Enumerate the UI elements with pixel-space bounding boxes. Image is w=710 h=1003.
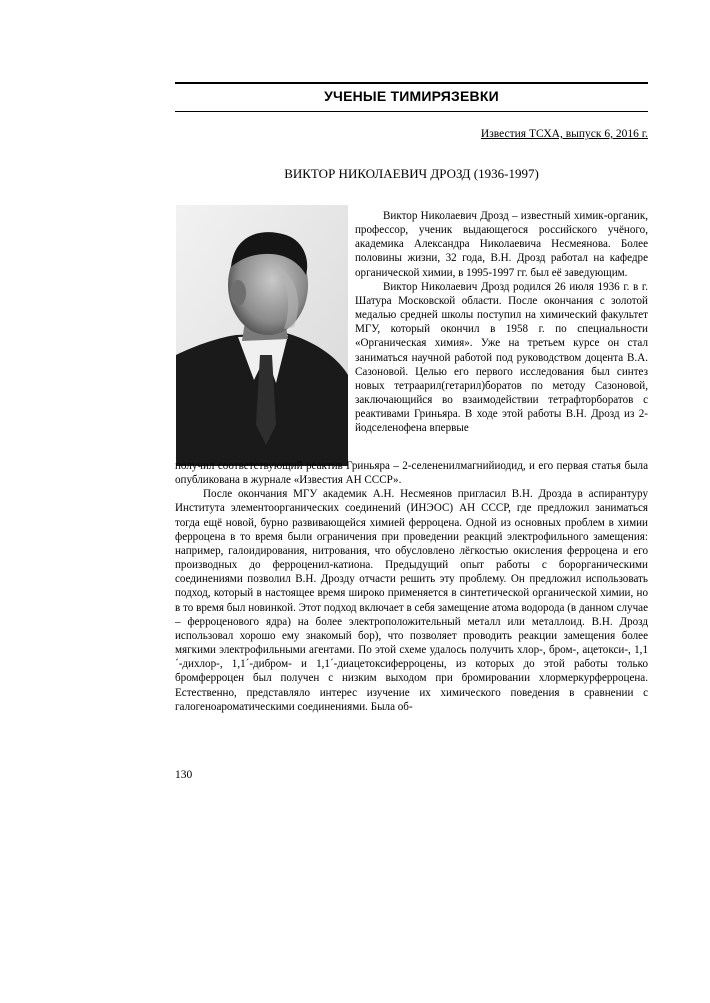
section-title: УЧЕНЫЕ ТИМИРЯЗЕВКИ: [324, 88, 499, 104]
portrait-photo: [176, 205, 348, 466]
portrait-image: [176, 205, 348, 466]
intro-text-wrapped: [355, 209, 648, 436]
paragraph-intro: Виктор Николаевич Дрозд – известный химик-органик, профессор, ученик выдающегося российского учёного, академика Александра Николаевича Несмеянова. Более половины жизни, 32 года, В.Н. Дрозд работал на кафедре органической химии, в 1995-1997 гг. был её заведующим.: [355, 210, 648, 279]
header-rule-bottom: [175, 111, 648, 112]
journal-reference: Известия ТСХА, выпуск 6, 2016 г.: [480, 128, 648, 140]
paragraph-biography: Виктор Николаевич Дрозд родился 26 июля 1936 г. в г. Шатура Московской области. После окончания с золотой медалью средней школы поступил на химический факультет МГУ, который окончил в 1958 г. по специальности «Органическая химия». Уже на третьем курсе он стал заниматься научной работой под руководством доцента В.А. Сазоновой. Целью его первого исследования был синтез новых тетраарил(гетарил)боратов по методу Сазоновой, заключающийся во взаимодействии тетрафторборатов с реактивами Гриньяра. В ходе этой работы В.Н. Дрозд из 2-йодселенофена впервые: [355, 280, 648, 435]
header-rule-top: [175, 82, 648, 84]
article-title: ВИКТОР НИКОЛАЕВИЧ ДРОЗД (1936-1997): [284, 166, 539, 181]
page-number: 130: [175, 769, 193, 781]
paragraph-continuation: получил соответствующий реактив Гриньяра – 2-селененилмагнийиодид, и его первая статья была опубликована в журнале «Известия АН СССР».: [175, 460, 648, 487]
paragraph-ferrocene: После окончания МГУ академик А.Н. Несмеянов пригласил В.Н. Дрозда в аспирантуру Института элементоорганических соединений (ИНЭОС) АН СССР, где предложил заниматься тогда ещё новой, бурно развивающейся химией ферроцена. Одной из основных проблем в химии ферроцена в то время были ограничения при проведении реакций электрофильного замещения: например, галоидирования, нитрования, что обусловлено лёгкостью окисления ферроцена и его производных до ферроценил-катиона. Предыдущий опыт работы с борорганическими соединениями позволил В.Н. Дрозду отчасти решить эту проблему. Он предложил использовать подход, который в настоящее время широко применяется в синтетической органической химии, но в то время был новинкой. Этот подход включает в себя замещение атома водорода (в данном случае – ферроценового ядра) на более электроположительный металл или металлоид. В.Н. Дрозд использовал хорошо ему знакомый бор), что позволяет проводить реакции замещения более мягкими электрофильными агентами. По этой схеме удалось получить хлор-, бром-, ацетокси-, 1,1´-дихлор-, 1,1´-дибром- и 1,1´-диацетоксиферроцены, из которых до этой работы только бромферроцен был получен с низким выходом при бромировании хлормеркурферроцена. Естественно, представляло интерес изучение их химического поведения в сравнении с галогеноароматическими соединениями. Была об-: [175, 488, 648, 713]
body-text-full: [175, 459, 648, 714]
